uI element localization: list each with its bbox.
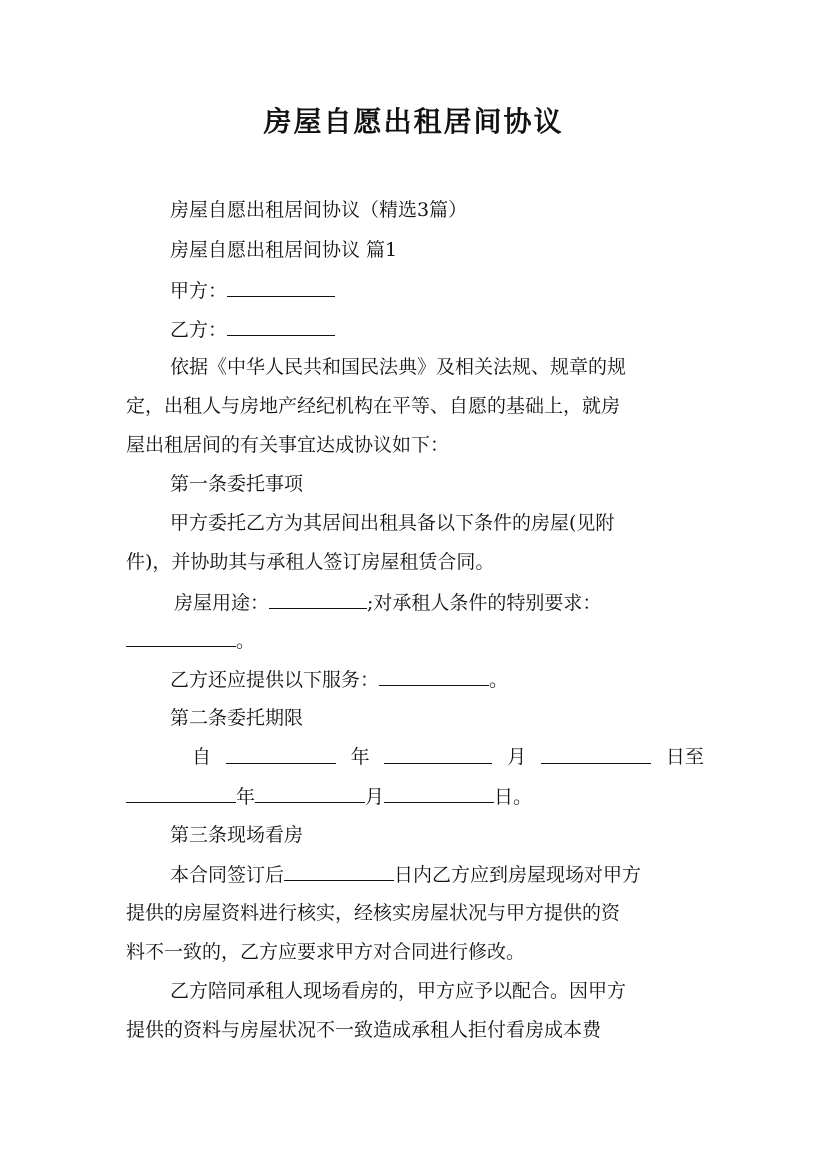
start-day-blank <box>541 745 651 764</box>
paragraph-line: 定，出租人与房地产经纪机构在平等、自愿的基础上，就房 <box>126 395 621 417</box>
start-year-blank <box>226 745 336 764</box>
subtitle-line: 房屋自愿出租居间协议（精选3篇） <box>170 199 468 221</box>
article-heading: 第三条现场看房 <box>170 824 304 846</box>
paragraph-line: 甲方委托乙方为其居间出租具备以下条件的房屋(见附 <box>170 512 615 534</box>
section-heading: 房屋自愿出租居间协议 篇1 <box>170 239 398 261</box>
term-end-line <box>126 784 704 809</box>
year-label: 年 <box>350 746 370 768</box>
end-month-blank <box>255 784 365 803</box>
document-title: 房屋自愿出租居间协议 <box>263 105 564 138</box>
paragraph-line: 乙方陪同承租人现场看房的，甲方应予以配合。因甲方 <box>170 980 627 1002</box>
requirement-line <box>126 628 704 653</box>
paragraph-line: 依据《中华人民共和国民法典》及相关法规、规章的规 <box>170 356 627 378</box>
paragraph-line: 料不一致的，乙方应要求甲方对合同进行修改。 <box>126 941 526 963</box>
from-label: 自 <box>192 746 212 768</box>
party-b-line <box>170 317 704 342</box>
end-day-blank <box>384 784 494 803</box>
article-heading: 第一条委托事项 <box>170 473 304 495</box>
service-label: 乙方还应提供以下服务： <box>170 669 380 691</box>
month-label: 月 <box>507 746 527 768</box>
party-a-label: 甲方： <box>170 280 228 302</box>
period-mark: 。 <box>236 630 256 652</box>
paragraph-text: 日内乙方应到房屋现场对甲方 <box>394 864 642 886</box>
party-a-line <box>170 278 704 303</box>
requirement-blank <box>126 628 236 647</box>
usage-label: 房屋用途： <box>174 592 270 614</box>
month-label: 月 <box>365 786 385 808</box>
service-blank <box>379 667 489 686</box>
days-blank <box>284 862 394 881</box>
paragraph-line: 提供的房屋资料进行核实，经核实房屋状况与甲方提供的资 <box>126 902 621 924</box>
usage-blank <box>269 590 367 609</box>
period-mark: 。 <box>489 669 509 691</box>
tenant-requirement-label: ;对承租人条件的特别要求： <box>367 592 602 614</box>
paragraph-line <box>170 862 704 887</box>
paragraph-line: 屋出租居间的有关事宜达成协议如下： <box>126 434 450 456</box>
term-line <box>192 745 704 769</box>
article-heading: 第二条委托期限 <box>170 707 304 729</box>
usage-line <box>174 590 708 615</box>
start-month-blank <box>384 745 492 764</box>
party-a-blank <box>227 278 335 297</box>
after-signing-label: 本合同签订后 <box>170 864 285 886</box>
paragraph-line: 件)，并协助其与承租人签订房屋租赁合同。 <box>126 551 495 573</box>
year-label: 年 <box>236 786 256 808</box>
day-to-label: 日至 <box>665 746 704 768</box>
day-end-label: 日。 <box>494 786 533 808</box>
end-year-blank <box>126 784 236 803</box>
service-line <box>170 667 704 692</box>
party-b-blank <box>227 317 335 336</box>
paragraph-line: 提供的资料与房屋状况不一致造成承租人拒付看房成本费 <box>126 1019 602 1041</box>
party-b-label: 乙方： <box>170 319 228 341</box>
